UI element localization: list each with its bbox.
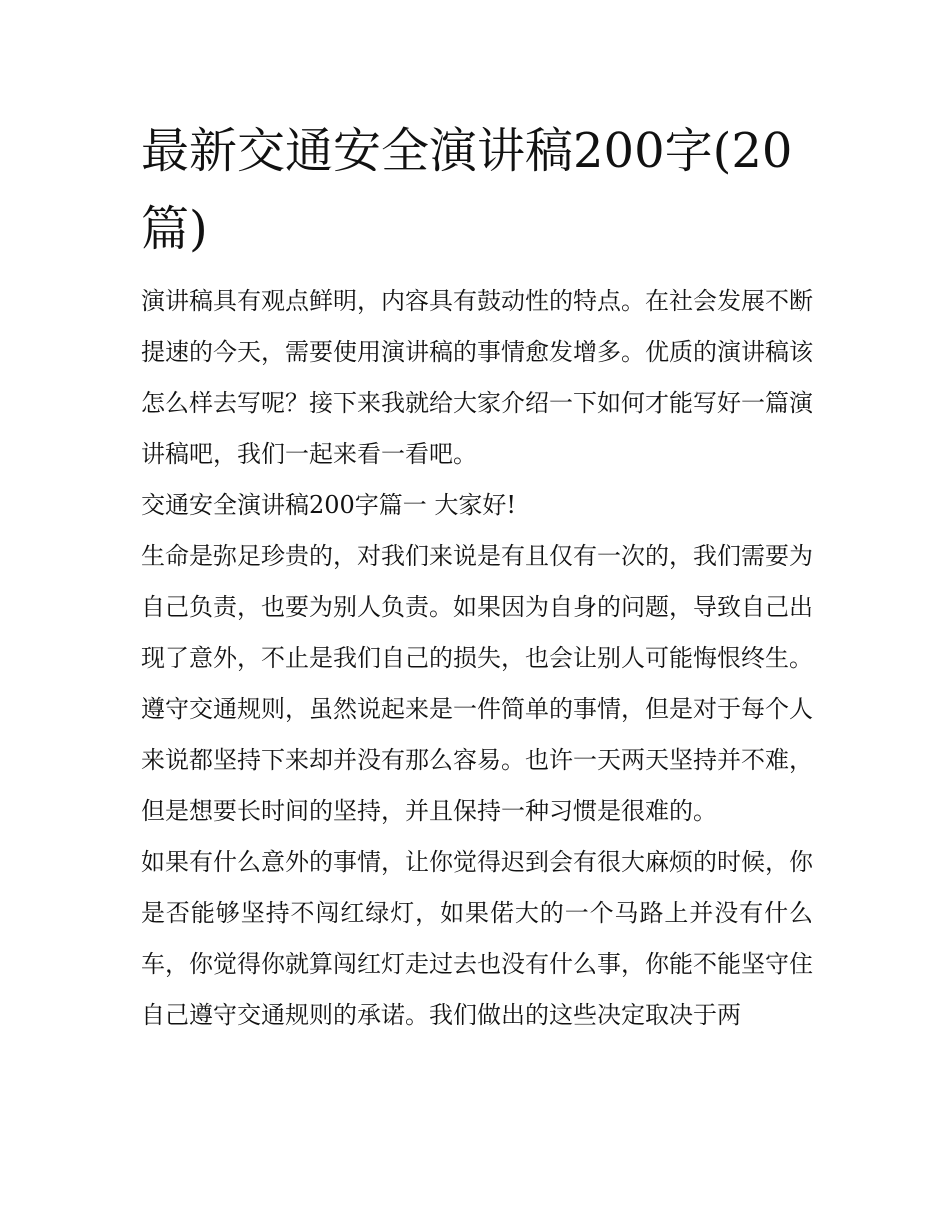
document-title: 最新交通安全演讲稿200字(20篇) [141,123,793,257]
document-body [141,276,813,1041]
intro-paragraph: 演讲稿具有观点鲜明，内容具有鼓动性的特点。在社会发展不断提速的今天，需要使用演讲稿的事情愈发增多。优质的演讲稿该怎么样去写呢？接下来我就给大家介绍一下如何才能写好一篇演讲稿吧，我们一起来看一看吧。 [141,287,813,468]
body-paragraph-1: 生命是弥足珍贵的，对我们来说是有且仅有一次的，我们需要为自己负责，也要为别人负责。如果因为自身的问题，导致自己出现了意外，不止是我们自己的损失，也会让别人可能悔恨终生。遵守交通规则，虽然说起来是一件简单的事情，但是对于每个人来说都坚持下来却并没有那么容易。也许一天两天坚持并不难，但是想要长时间的坚持，并且保持一种习惯是很难的。 [141,542,813,825]
body-paragraph-2: 如果有什么意外的事情，让你觉得迟到会有很大麻烦的时候，你是否能够坚持不闯红绿灯，如果偌大的一个马路上并没有什么车，你觉得你就算闯红灯走过去也没有什么事，你能不能坚守住自己遵守交通规则的承诺。我们做出的这些决定取决于两 [141,848,813,1029]
section-heading-paragraph: 交通安全演讲稿200字篇一 大家好! [141,491,517,519]
